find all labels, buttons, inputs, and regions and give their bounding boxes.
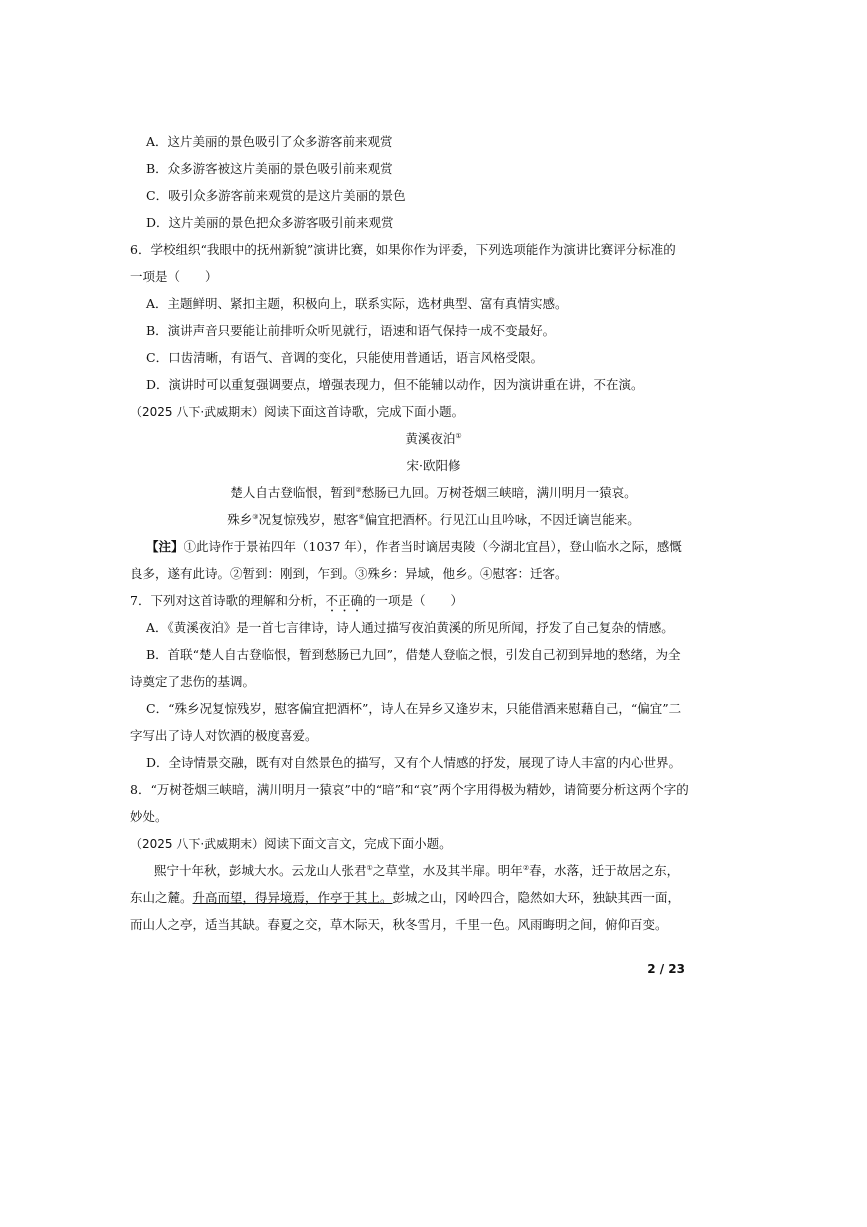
poem-title: [0, 431, 867, 447]
poem-title-note: ①: [455, 431, 462, 440]
q5-option-a: A．这片美丽的景色吸引了众多游客前来观赏: [146, 134, 393, 149]
prose-section-heading: [130, 836, 452, 852]
q6-stem-line2: 一项是（ ）: [130, 269, 218, 284]
q7-stem-a: 7．下列对这首诗歌的理解和分析，: [130, 593, 326, 608]
q7-option-d: D．全诗情景交融，既有对自然景色的描写，又有个人情感的抒发，展现了诗人丰富的内心世界。: [146, 755, 682, 770]
q7-option-a: A．《黄溪夜泊》是一首七言律诗，诗人通过描写夜泊黄溪的所见所闻，抒发了自己复杂的情感。: [146, 620, 674, 635]
poem-title-text: 黄溪夜泊: [405, 431, 456, 446]
prose-line-1-note2: ②: [522, 863, 530, 872]
poem-line-2: [0, 512, 867, 528]
prose-underlined-sentence: 升高而望，得异境焉，作亭于其上。: [192, 890, 393, 905]
prose-line-1-c: 春，水落，迁于故居之东，: [529, 863, 680, 878]
prose-line-1-b: 之草堂，水及其半扉。明年: [372, 863, 523, 878]
poem-note-line2: 良多，遂有此诗。②暂到：刚到，乍到。③殊乡：异域，他乡。④慰客：迁客。: [130, 566, 568, 581]
page-number: 2 / 23: [647, 962, 685, 976]
prose-line-2: [130, 890, 680, 906]
q7-option-b-line2: 诗奠定了悲伤的基调。: [130, 674, 256, 689]
q6-option-c: C．口齿清晰，有语气、音调的变化，只能使用普通话，语言风格受限。: [146, 350, 544, 365]
poem-line-2-b: 况复惊残岁，慰客: [258, 512, 359, 527]
poem-note-line1: [146, 539, 682, 555]
q7-option-c-line2: 字写出了诗人对饮酒的极度喜爱。: [130, 728, 318, 743]
poem-line-1: [0, 485, 867, 501]
prose-line-3: 而山人之亭，适当其缺。春夏之交，草木际天，秋冬雪月，千里一色。风雨晦明之间，俯仰百变。: [130, 917, 668, 932]
prose-line-1: [154, 863, 679, 879]
q6-option-d: D．演讲时可以重复强调要点，增强表现力，但不能辅以动作，因为演讲重在讲，不在演。: [146, 377, 644, 392]
poem-author: 宋·欧阳修: [406, 458, 461, 473]
q6-stem-line1: 6．学校组织“我眼中的抚州新貌”演讲比赛，如果你作为评委，下列选项能作为演讲比赛评分标准的: [130, 242, 676, 257]
q7-stem: [130, 593, 463, 615]
poem-line-1-note: ②: [355, 485, 362, 494]
q7-option-c-line1: C．“殊乡况复惊残岁，慰客偏宜把酒杯”，诗人在异乡又逢岁末，只能借酒来慰藉自己，“偏宜”二: [146, 701, 682, 716]
poem-line-1-a: 楚人自古登临恨，暂到: [230, 485, 356, 500]
q8-stem-line1: 8．“万树苍烟三峡暗，满川明月一猿哀”中的“暗”和“哀”两个字用得极为精妙，请简要分析这两个字的: [130, 782, 689, 797]
poem-note-text1: ①此诗作于景祐四年（1037 年），作者当时谪居夷陵（今湖北宜昌），登山临水之际，感慨: [183, 539, 682, 554]
poem-line-2-a: 殊乡: [227, 512, 253, 527]
poem-note-head: 【注】: [146, 539, 184, 554]
q8-stem-line2: 妙处。: [130, 809, 168, 824]
poem-line-2-c: 偏宜把酒杯。行见江山且吟咏，不因迁谪岂能来。: [364, 512, 640, 527]
q6-option-b: B．演讲声音只要能让前排听众听见就行，语速和语气保持一成不变最好。: [146, 323, 556, 338]
q7-option-b-line1: B．首联“楚人自古登临恨，暂到愁肠已九回”，借楚人登临之恨，引发自己初到异地的愁绪，为全: [146, 647, 681, 662]
q6-option-a: A．主题鲜明、紧扣主题，积极向上，联系实际，选材典型、富有真情实感。: [146, 296, 568, 311]
q5-option-c: C．吸引众多游客前来观赏的是这片美丽的景色: [146, 188, 406, 203]
poem-source: （2025 八下·武威期末）: [130, 405, 265, 419]
q5-option-b: B．众多游客被这片美丽的景色吸引前来观赏: [146, 161, 393, 176]
poem-section-heading: [130, 404, 464, 420]
prose-source: （2025 八下·武威期末）: [130, 837, 265, 851]
poem-line-2-note: ③: [252, 512, 259, 521]
prose-line-1-a: 熙宁十年秋，彭城大水。云龙山人张君: [154, 863, 367, 878]
poem-line-1-b: 愁肠已九回。万树苍烟三峡暗，满川明月一猿哀。: [361, 485, 637, 500]
q7-stem-b: 的一项是（ ）: [362, 593, 463, 608]
prose-instruction: 阅读下面文言文，完成下面小题。: [264, 836, 452, 851]
prose-line-1-note: ①: [366, 863, 373, 872]
prose-line-2-a: 东山之麓。: [130, 890, 193, 905]
q5-option-d: D．这片美丽的景色把众多游客吸引前来观赏: [146, 215, 394, 230]
poem-line-2-note2: ④: [358, 512, 365, 521]
prose-line-2-b: 彭城之山，冈岭四合，隐然如大环，独缺其西一面，: [392, 890, 681, 905]
q7-stem-emphasis: 不正确: [325, 593, 363, 608]
poem-instruction: 阅读下面这首诗歌，完成下面小题。: [264, 404, 465, 419]
